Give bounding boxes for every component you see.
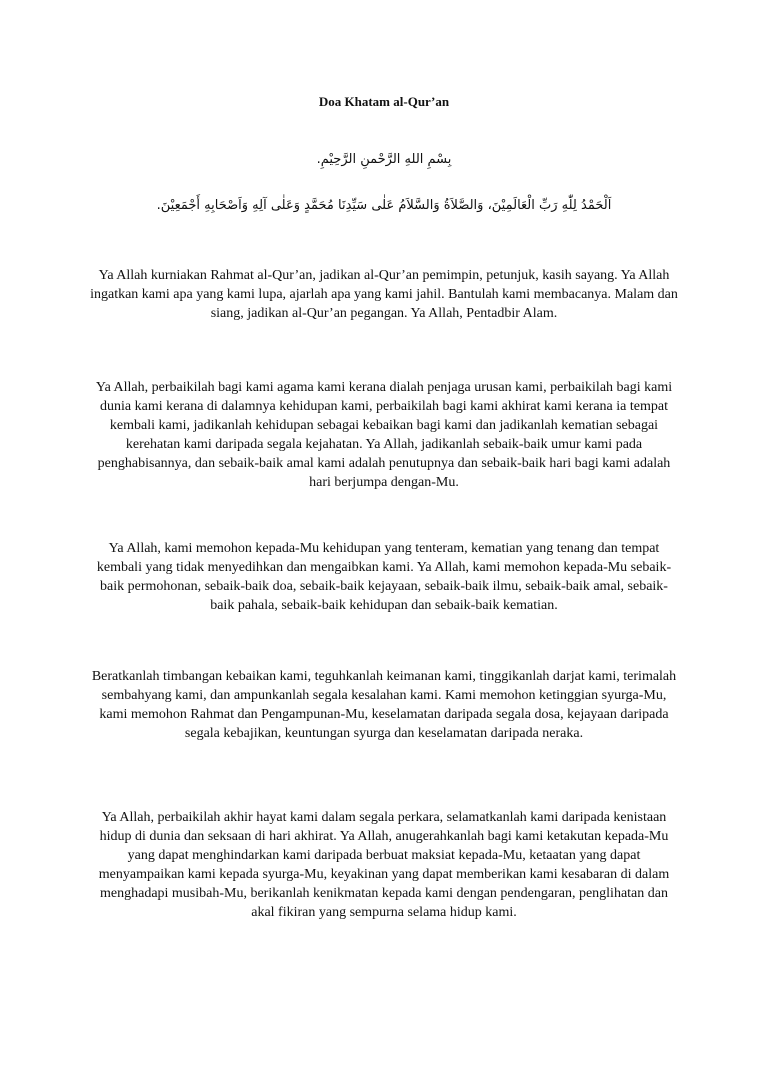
prayer-paragraph-4: Beratkanlah timbangan kebaikan kami, teguhkanlah keimanan kami, tinggikanlah darjat kami, terimalah sembahyang kami, dan ampunkanlah segala kesalahan kami. Kami memohon ketinggian syurga-Mu, kami memohon Rahmat dan Pengampunan-Mu, keselamatan daripada segala dosa, kejayaan daripada segala kebajikan, keuntungan syurga dan keselamatan daripada neraka. [91,669,677,741]
prayer-paragraph-5: Ya Allah, perbaikilah akhir hayat kami dalam segala perkara, selamatkanlah kami daripada kenistaan hidup di dunia dan seksaan di hari akhirat. Ya Allah, anugerahkanlah bagi kami ketakutan kepada-Mu yang dapat menghindarkan kami daripada berbuat maksiat kepada-Mu, ketaatan yang dapat menyampaikan kami kepada syurga-Mu, keyakinan yang dapat memberikan kami kesabaran di dalam menghadapi musibah-Mu, berikanlah kenikmatan kepada kami dengan pendengaran, penglihatan dan akal fikiran yang sempurna selama hidup kami. [98,810,670,920]
prayer-paragraph-1: Ya Allah kurniakan Rahmat al-Qur’an, jadikan al-Qur’an pemimpin, petunjuk, kasih sayang. Ya Allah ingatkan kami apa yang kami lupa, ajarlah apa yang kami jahil. Bantulah kami membacanya. Malam dan siang, jadikan al-Qur’an pegangan. Ya Allah, Pentadbir Alam. [90,268,678,321]
prayer-paragraph-2: Ya Allah, perbaikilah bagi kami agama kami kerana dialah penjaga urusan kami, perbaikilah bagi kami dunia kami kerana di dalamnya kehidupan kami, perbaikilah bagi kami akhirat kami kerana ia tempat kembali kami, jadikanlah kehidupan sebagai kebaikan bagi kami dan jadikanlah kematian sebagai kerehatan kami daripada segala kejahatan. Ya Allah, jadikanlah sebaik-baik umur kami pada penghabisannya, dan sebaik-baik amal kami adalah penutupnya dan sebaik-baik hari bagi kami adalah hari berjumpa dengan-Mu. [95,380,673,490]
bismillah-arabic: بِسْمِ اللهِ الرَّحْمنِ الرَّحِيْمِ. [316,152,452,167]
document-title: Doa Khatam al-Qur’an [318,94,450,109]
hamdalah-arabic: اَلْحَمْدُ لِلّٰهِ رَبِّ الْعَالَمِيْنَ، وَالصَّلاَةُ وَالسَّلاَمُ عَلٰى سَيِّدِنَا مُحَمَّدٍ وَعَلٰى آلِهِ وَاَصْحَابِهِ أَجْمَعِيْنَ. [156,198,612,213]
prayer-paragraph-3: Ya Allah, kami memohon kepada-Mu kehidupan yang tenteram, kematian yang tenang dan tempat kembali yang tidak menyedihkan dan mengaibkan kami. Ya Allah, kami memohon kepada-Mu sebaik-baik permohonan, sebaik-baik doa, sebaik-baik kejayaan, sebaik-baik ilmu, sebaik-baik amal, sebaik-baik pahala, sebaik-baik kehidupan dan sebaik-baik kematian. [96,541,672,613]
